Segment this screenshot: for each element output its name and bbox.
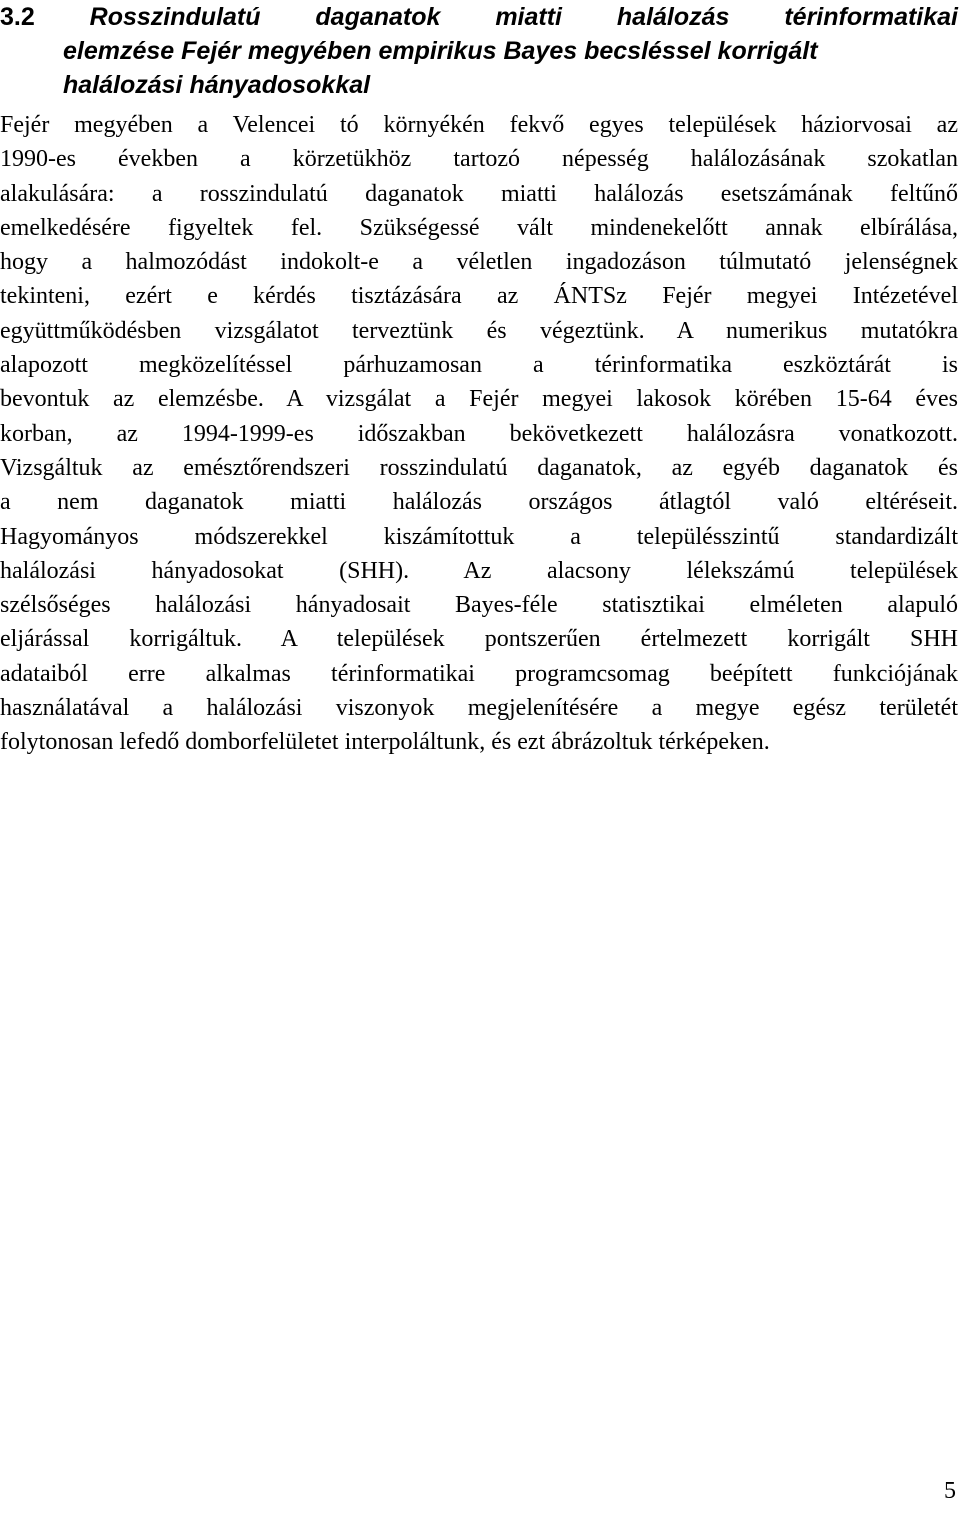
paragraph-line: együttműködésben vizsgálatot terveztünk és végeztünk. A numerikus mutatókra [0,317,958,344]
heading-line-1 [0,0,958,34]
paragraph-line: alakulására: a rosszindulatú daganatok miatti halálozás esetszámának feltűnő [0,180,958,207]
paragraph-line: Vizsgáltuk az emésztőrendszeri rosszindulatú daganatok, az egyéb daganatok és [0,454,958,481]
paragraph-line: hogy a halmozódást indokolt-e a véletlen ingadozáson túlmutató jelenségnek [0,249,958,276]
paragraph-line: bevontuk az elemzésbe. A vizsgálat a Fejér megyei lakosok körében 15-64 éves [0,386,958,413]
paragraph-line: korban, az 1994-1999-es időszakban bekövetkezett halálozásra vonatkozott. [0,420,958,447]
paragraph-line: tekinteni, ezért e kérdés tisztázására az ÁNTSz Fejér megyei Intézetével [0,283,958,310]
section-heading [0,0,958,102]
paragraph-line: folytonosan lefedő domborfelületet interpoláltunk, és ezt ábrázoltuk térképeken. [0,729,770,756]
paragraph-line: használatával a halálozási viszonyok megjelenítésére a megye egész területét [0,695,958,722]
body-paragraph [0,108,958,760]
page-number: 5 [944,1478,956,1504]
section-number: 3.2 [0,3,35,31]
section-title-line-1: Rosszindulatú daganatok miatti halálozás térinformatikai [89,3,958,31]
paragraph-line: halálozási hányadosokat (SHH). Az alacsony lélekszámú települések [0,557,958,584]
paragraph-line: adataiból erre alkalmas térinformatikai programcsomag beépített funkciójának [0,660,958,687]
paragraph-line: 1990-es években a körzetükhöz tartozó népesség halálozásának szokatlan [0,146,958,173]
paragraph-line: Fejér megyében a Velencei tó környékén fekvő egyes települések háziorvosai az [0,112,958,138]
section-title-line-2: elemzése Fejér megyében empirikus Bayes becsléssel korrigált [63,37,818,65]
paragraph-line: szélsőséges halálozási hányadosait Bayes-féle statisztikai elméleten alapuló [0,592,958,619]
section-title-line-3: halálozási hányadosokkal [63,71,371,99]
paragraph-line: eljárással korrigáltuk. A települések pontszerűen értelmezett korrigált SHH [0,626,958,653]
paragraph-line: alapozott megközelítéssel párhuzamosan a térinformatika eszköztárát is [0,352,958,379]
paragraph-line: emelkedésére figyeltek fel. Szükségessé vált mindenekelőtt annak elbírálása, [0,214,958,241]
paragraph-line: Hagyományos módszerekkel kiszámítottuk a településszintű standardizált [0,523,958,550]
paragraph-line: a nem daganatok miatti halálozás országos átlagtól való eltéréseit. [0,489,958,516]
